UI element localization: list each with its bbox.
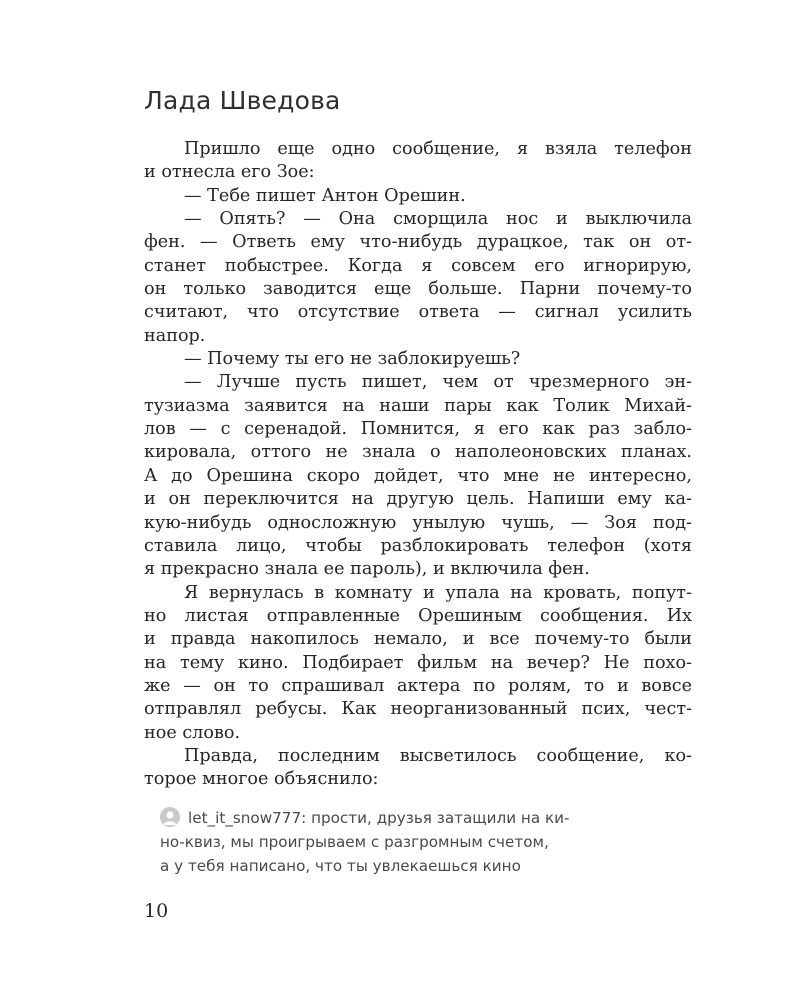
- text-line: напор.: [144, 325, 206, 346]
- text-line: тузиазма заявится на наши пары как Толик Михай-: [144, 395, 692, 416]
- text-line: но листая отправленные Орешиным сообщения. Их: [144, 605, 692, 626]
- chat-message-line: но-квиз, мы проигрываем с разгромным счетом,: [160, 833, 549, 851]
- text-line: ное слово.: [144, 722, 241, 743]
- text-line: А до Орешина скоро дойдет, что мне не интересно,: [144, 465, 692, 486]
- chat-message-line: а у тебя написано, что ты увлекаешься кино: [160, 857, 521, 875]
- user-avatar-icon: [160, 807, 180, 827]
- chat-message: [160, 806, 680, 878]
- text-line: — Лучше пусть пишет, чем от чрезмерного эн-: [184, 372, 692, 393]
- text-line: — Почему ты его не заблокируешь?: [184, 349, 521, 370]
- running-header-author: Лада Шведова: [144, 86, 341, 115]
- text-line: кую-нибудь односложную унылую чушь, — Зоя под-: [144, 512, 692, 533]
- text-line: ставила лицо, чтобы разблокировать телефон (хотя: [144, 535, 692, 556]
- text-line: — Опять? — Она сморщила нос и выключила: [184, 209, 692, 230]
- text-line: я прекрасно знала ее пароль), и включила фен.: [144, 559, 590, 580]
- text-line: же — он то спрашивал актера по ролям, то и вовсе: [144, 675, 692, 696]
- page-number: 10: [144, 900, 169, 922]
- text-line: — Тебе пишет Антон Орешин.: [184, 185, 466, 206]
- text-line: торое многое объяснило:: [144, 769, 379, 790]
- text-line: отправлял ребусы. Как неорганизованный псих, чест-: [144, 699, 692, 720]
- text-line: кировала, оттого не знала о наполеоновских планах.: [144, 442, 692, 463]
- text-line: и он переключится на другую цель. Напиши ему ка-: [144, 489, 692, 510]
- text-line: на тему кино. Подбирает фильм на вечер? Не похо-: [144, 652, 692, 673]
- text-line: Я вернулась в комнату и упала на кровать, попут-: [184, 582, 692, 603]
- text-line: станет побыстрее. Когда я совсем его игнорирую,: [144, 255, 692, 276]
- text-line: Правда, последним высветилось сообщение, ко-: [184, 745, 692, 766]
- text-line: Пришло еще одно сообщение, я взяла телефон: [184, 139, 692, 159]
- text-line: и правда накопилось немало, и все почему-то были: [144, 629, 692, 650]
- text-line: и отнесла его Зое:: [144, 162, 315, 183]
- text-line: считают, что отсутствие ответа — сигнал усилить: [144, 302, 692, 323]
- chat-message-line: [160, 806, 680, 830]
- text-line: он только заводится еще больше. Парни почему-то: [144, 279, 692, 300]
- chat-message-text: let_it_snow777: прости, друзья затащили на ки-: [188, 809, 570, 827]
- text-line: лов — с серенадой. Помнится, я его как раз забло-: [144, 419, 692, 440]
- body-text: [144, 138, 692, 792]
- text-line: фен. — Ответь ему что-нибудь дурацкое, так он от-: [144, 232, 692, 253]
